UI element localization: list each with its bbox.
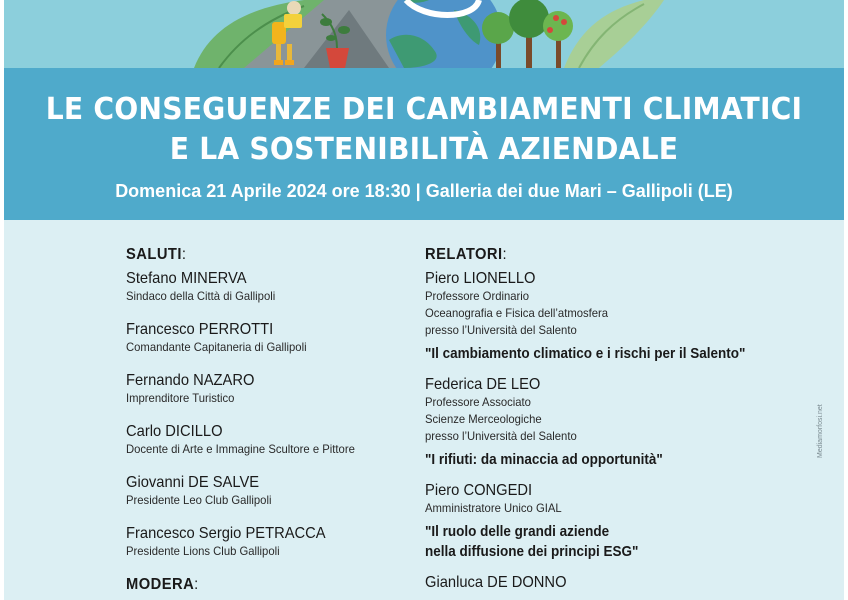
relatore-person [425,376,775,470]
person-role-line: presso l’Università del Salento [425,323,577,337]
person-name: Giovanni DE SALVE [126,474,260,491]
relatori-column [425,246,775,592]
saluti-person [126,321,406,356]
poster [4,0,844,600]
person-role: Comandante Capitaneria di Gallipoli [126,340,307,354]
person-role-line: Professore Associato [425,395,531,409]
talk-title: "I rifiuti: da minaccia ad opportunità" [425,451,663,468]
person-name: Piero LIONELLO [425,270,536,287]
talk-title: "Il cambiamento climatico e i rischi per il Salento" [425,345,746,362]
person-role-line: presso l’Università del Salento [425,429,577,443]
saluti-person [126,372,406,407]
person-role-line: Oceanografia e Fisica dell’atmosfera [425,306,609,320]
relatore-person [425,270,775,364]
saluti-person [126,525,406,560]
person-role: Presidente Leo Club Gallipoli [126,493,272,507]
title-line-2: E LA SOSTENIBILITÀ AZIENDALE [169,132,679,167]
person-name: Piero CONGEDI [425,482,533,499]
saluti-person [126,474,406,509]
saluti-heading: SALUTI: [126,246,187,263]
person-role-line: Scienze Merceologiche [425,412,542,426]
relatore-person [425,574,775,592]
person-role: Docente di Arte e Immagine Scultore e Pittore [126,442,355,456]
title-banner [4,68,844,220]
event-date-venue: Domenica 21 Aprile 2024 ore 18:30 | Galleria dei due Mari – Gallipoli (LE) [115,181,733,201]
person-name: Francesco PERROTTI [126,321,274,338]
person-role-line: Amministratore Unico GIAL [425,501,562,515]
relatori-heading: RELATORI: [425,246,508,263]
person-role: Presidente Lions Club Gallipoli [126,544,280,558]
person-name: Gianluca DE DONNO [425,574,567,591]
climate-illustration [4,0,844,68]
relatore-person [425,482,775,562]
person-role: Sindaco della Città di Gallipoli [126,289,276,303]
person-name: Federica DE LEO [425,376,541,393]
title-line-1: LE CONSEGUENZE DEI CAMBIAMENTI CLIMATICI [45,92,803,127]
person-role: Imprenditore Turistico [126,391,235,405]
person-name: Fernando NAZARO [126,372,255,389]
person-name: Stefano MINERVA [126,270,247,287]
person-role-line: Professore Ordinario [425,289,530,303]
talk-title: nella diffusione dei principi ESG" [425,543,639,560]
modera-heading: MODERA: [126,576,199,593]
credit-text: Mediamorfosi.net [817,404,824,458]
saluti-column [126,246,406,594]
person-name: Carlo DICILLO [126,423,223,440]
person-name: Francesco Sergio PETRACCA [126,525,326,542]
talk-title: "Il ruolo delle grandi aziende [425,523,610,540]
saluti-person [126,270,406,305]
event-title [29,90,819,170]
header-illustration [4,0,844,68]
saluti-person [126,423,406,458]
